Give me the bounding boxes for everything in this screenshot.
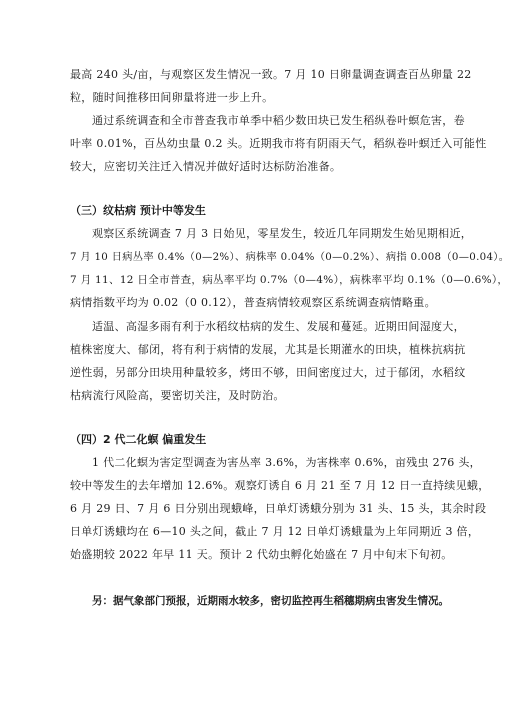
section3-line-3: 7 月 11、12 日全市普查，病丛率平均 0.7%（0—4%），病株率平均 0.1%（0—0.6%）， [70,274,509,286]
section3-line-2: 7 月 10 日病丛率 0.4%（0—2%）、病株率 0.04%（0—0.2%）、病指 0.008（0—0.04）。 [70,251,510,263]
section4-line-4: 日单灯诱蛾均在 6—10 头之间，截止 7 月 12 日单灯诱蛾量为上年同期近 3 倍， [70,525,480,538]
section3-heading: （三）纹枯病 预计中等发生 [70,204,206,217]
section3-line-5: 适温、高湿多雨有利于水稻纹枯病的发生、发展和蔓延。近期田间湿度大， [92,320,465,333]
intro-line-3: 通过系统调查和全市普查我市单季中稻少数田块已发生稻纵卷叶螟危害，卷 [92,114,465,127]
section4-line-2: 较中等发生的去年增加 12.6%。观察灯诱自 6 月 21 至 7 月 12 日一直持续见蛾， [70,479,490,492]
section3-line-1: 观察区系统调查 7 月 3 日始见，零星发生，较近几年同期发生始见期相近， [92,227,473,240]
section3-line-8: 枯病流行风险高，要密切关注，及时防治。 [70,389,285,402]
section3-line-6: 植株密度大、郁闭，将有利于病情的发展，尤其是长期灌水的田块，植株抗病抗 [70,343,466,356]
section3-line-7: 逆性弱，另部分田块用种量较多，烤田不够，田间密度过大，过于郁闭，水稻纹 [70,366,466,379]
footer-note: 另：据气象部门预报，近期雨水较多，密切监控再生稻穗期病虫害发生情况。 [92,595,449,607]
intro-line-4: 叶率 0.01%，百丛幼虫量 0.2 头。近期我市将有阴雨天气，稻纵卷叶螟迁入可能性 [70,137,487,150]
section3-line-4: 病情指数平均为 0.02（0 0.12），普查病情较观察区系统调查病情略重。 [70,296,436,309]
section4-line-5: 始盛期较 2022 年早 11 天。预计 2 代幼虫孵化始盛在 7 月中旬末下旬初。 [70,548,453,561]
section4-line-1: 1 代二化螟为害定型调查为害丛率 3.6%，为害株率 0.6%，亩残虫 276 头， [92,456,481,469]
intro-line-2: 粒，随时间推移田间卵量将进一步上升。 [70,91,274,104]
intro-line-1: 最高 240 头/亩，与观察区发生情况一致。7 月 10 日卵量调查调查百丛卵量 22 [70,68,472,81]
intro-line-5: 较大，应密切关注迁入情况并做好适时达标防治准备。 [70,160,342,173]
section4-heading: （四）2 代二化螟 偏重发生 [70,433,207,446]
section4-line-3: 6 月 29 日、7 月 6 日分别出现蛾峰，日单灯诱蛾分别为 31 头、15 头，其余时段 [70,502,487,515]
